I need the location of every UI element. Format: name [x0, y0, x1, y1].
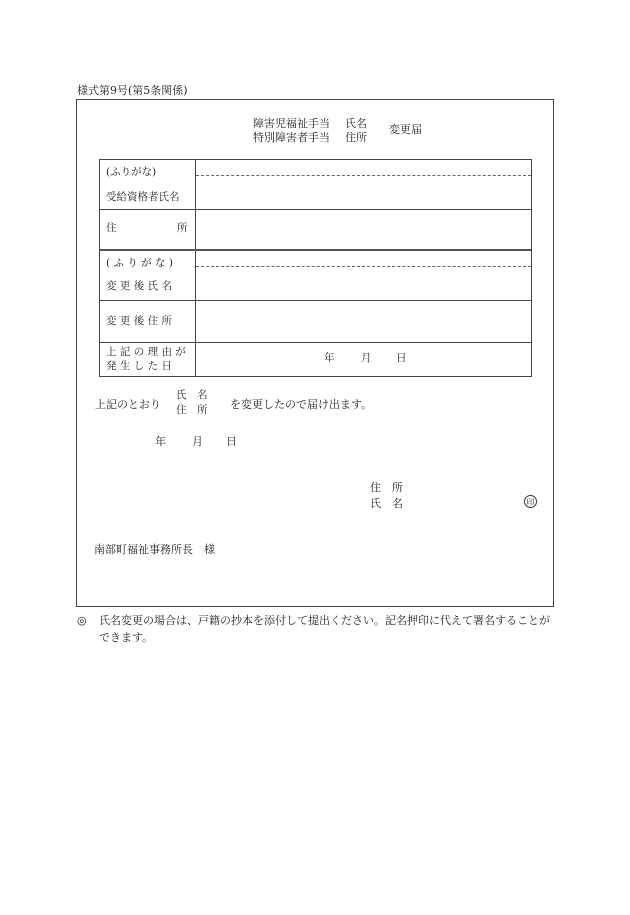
new-furigana-label: (ふりがな) — [106, 257, 177, 269]
reason-label-2: 発生した日 — [106, 360, 176, 372]
statement-prefix: 上記のとおり — [95, 398, 161, 411]
reason-year: 年 — [324, 352, 335, 364]
title-address-label: 住所 — [345, 131, 367, 144]
new-name-label: 変更後氏名 — [106, 280, 176, 292]
submission-year: 年 — [155, 435, 166, 448]
recipient-name-label: 受給資格者氏名 — [106, 191, 180, 203]
note-text: 氏名変更の場合は、戸籍の抄本を添付して提出ください。記名押印に代えて署名することができます。 — [99, 614, 550, 644]
statement-suffix: を変更したので届け出ます。 — [230, 398, 373, 411]
title-allowance-1: 障害児福祉手当 — [253, 117, 330, 130]
address-label-left: 住 — [106, 222, 117, 234]
furigana-label: (ふりがな) — [106, 166, 157, 178]
address-label-right: 所 — [177, 222, 188, 234]
note-mark: ◎ — [77, 614, 87, 627]
info-table — [99, 159, 532, 377]
new-address-label: 変更後住所 — [106, 315, 176, 327]
new-furigana-divider — [196, 266, 531, 267]
submission-month: 月 — [192, 435, 203, 448]
statement-name: 氏 名 — [176, 389, 208, 401]
reason-month: 月 — [361, 352, 372, 364]
note — [77, 612, 557, 646]
addressee: 南部町福祉事務所長 様 — [94, 543, 215, 556]
form-title — [253, 117, 367, 145]
applicant-name-label: 氏 名 — [370, 497, 403, 510]
statement-address: 住 所 — [176, 404, 208, 416]
seal-icon: 印 — [524, 495, 537, 508]
title-name-label: 氏名 — [345, 117, 367, 130]
reason-day: 日 — [396, 352, 407, 364]
form-number: 様式第9号(第5条関係) — [77, 84, 188, 97]
title-allowance-2: 特別障害者手当 — [253, 131, 330, 144]
reason-label-1: 上記の理由が — [106, 346, 190, 358]
furigana-divider — [196, 175, 531, 176]
applicant-address-label: 住 所 — [370, 481, 403, 494]
submission-day: 日 — [226, 435, 237, 448]
title-suffix: 変更届 — [389, 123, 422, 136]
table-divider — [195, 160, 196, 376]
